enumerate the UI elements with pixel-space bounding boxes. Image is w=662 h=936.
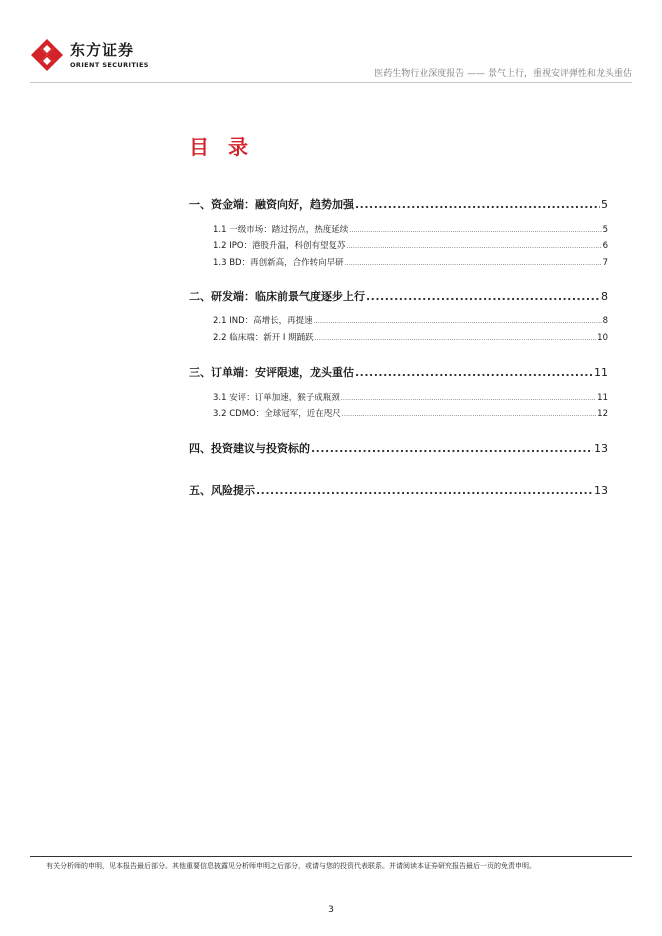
page-header (30, 38, 632, 84)
toc-entry-label: 3.2 CDMO：全球冠军，近在咫尺 (213, 409, 341, 419)
toc-entry-label: 1.3 BD：再创新高，合作转向早研 (213, 258, 344, 268)
toc-entry-page: 5 (602, 225, 608, 235)
company-logo (30, 38, 149, 72)
toc-entry-page: 11 (597, 393, 608, 403)
toc-section-4[interactable] (189, 440, 608, 456)
toc-section-2[interactable] (189, 288, 608, 304)
toc-subsection-2-2[interactable] (213, 331, 608, 343)
toc-section-3[interactable] (189, 364, 608, 380)
dot-leader (345, 260, 602, 267)
toc-section-5[interactable] (189, 482, 608, 498)
dot-leader (314, 318, 602, 325)
logo-text (70, 42, 149, 69)
toc-entry-page: 6 (602, 241, 608, 251)
dot-leader (349, 227, 601, 234)
report-title: 医药生物行业深度报告 —— 景气上行，重视安评弹性和龙头重估 (374, 69, 632, 79)
logo-name-cn: 东方证券 (70, 40, 135, 59)
dot-leader (256, 484, 593, 497)
orient-securities-logo-icon (30, 38, 64, 72)
toc-entry-page: 12 (597, 409, 608, 419)
dot-leader (341, 395, 596, 402)
toc-subsection-1-3[interactable] (213, 256, 608, 268)
footer-disclaimer: 有关分析师的申明，见本报告最后部分。其他重要信息披露见分析师申明之后部分，或请与您的投资代表联系。并请阅读本证券研究报告最后一页的免责申明。 (46, 862, 536, 870)
toc-entry-label: 2.1 IND：高增长，再提速 (213, 316, 313, 326)
toc-subsection-2-1[interactable] (213, 314, 608, 326)
dot-leader (355, 366, 593, 379)
toc-heading: 目 录 (189, 135, 254, 159)
toc-entry-page: 10 (597, 333, 608, 343)
toc-subsection-1-1[interactable] (213, 223, 608, 235)
header-divider (30, 82, 632, 83)
toc-entry-label: 1.1 一级市场：踏过拐点，热度延续 (213, 225, 349, 235)
dot-leader (366, 290, 600, 303)
dot-leader (347, 243, 602, 250)
dot-leader (311, 442, 593, 455)
toc-section-1[interactable] (189, 196, 608, 212)
toc-entry-label: 四、投资建议与投资标的 (189, 442, 310, 455)
toc-entry-label: 二、研发端：临床前景气度逐步上行 (189, 290, 365, 303)
toc-entry-label: 一、资金端：融资向好，趋势加强 (189, 198, 354, 211)
toc-entry-label: 2.2 临床端：新开 I 期踊跃 (213, 333, 314, 343)
toc-entry-page: 8 (602, 316, 608, 326)
toc-subsection-3-2[interactable] (213, 407, 608, 419)
toc-entry-page: 8 (601, 290, 608, 303)
toc-entry-page: 13 (594, 484, 608, 497)
toc-subsection-1-2[interactable] (213, 239, 608, 251)
dot-leader (355, 198, 600, 211)
logo-name-en: ORIENT SECURITIES (70, 60, 149, 69)
toc-entry-label: 3.1 安评：订单加速，猴子成瓶颈 (213, 393, 340, 403)
toc-entry-label: 三、订单端：安评限速，龙头重估 (189, 366, 354, 379)
toc-entry-page: 11 (594, 366, 608, 379)
footer-divider (30, 856, 632, 857)
toc-subsection-3-1[interactable] (213, 391, 608, 403)
page-number: 3 (328, 905, 334, 915)
toc-entry-page: 7 (602, 258, 608, 268)
dot-leader (342, 411, 596, 418)
toc-entry-page: 13 (594, 442, 608, 455)
toc-entry-label: 1.2 IPO：港股升温，科创有望复苏 (213, 241, 346, 251)
dot-leader (315, 335, 597, 342)
toc-entry-page: 5 (601, 198, 608, 211)
toc-entry-label: 五、风险提示 (189, 484, 255, 497)
